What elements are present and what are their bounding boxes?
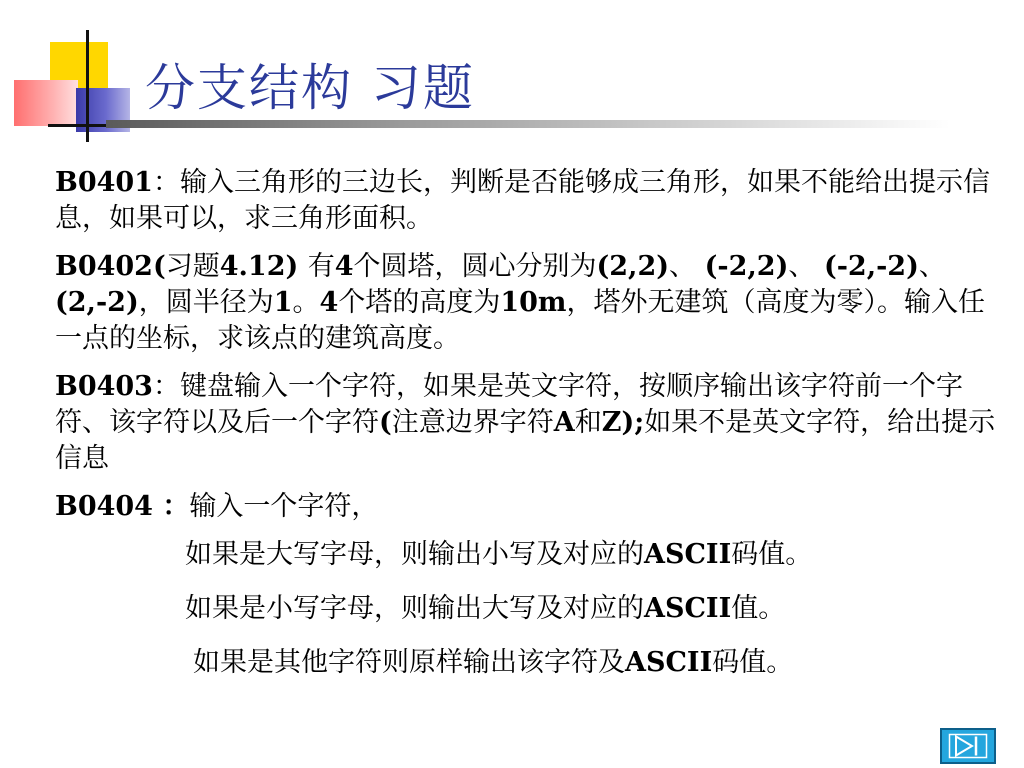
text-segment: 如果不是英文字符，给出提示信息 (55, 407, 996, 474)
subitem-text: 如果是小写字母，则输出大写及对应的 (185, 593, 644, 624)
text-segment: (2,-2) (55, 287, 139, 318)
text-segment: 习题 (165, 251, 220, 282)
exercise-b0403 (55, 369, 1003, 477)
subitem-ascii: ASCII (625, 647, 713, 678)
subitem-other (55, 645, 1003, 681)
exercise-text: 输入一个字符， (189, 491, 379, 522)
exercise-text: 输入三角形的三边长，判断是否能够成三角形，如果不能给出提示信息，如果可以，求三角形面积。 (55, 167, 990, 234)
text-segment: ：键盘输入一个字符，如果是英文字符，按顺序输出该字符前一个字符、该字符以及后一个字符 (55, 371, 963, 438)
exercise-code: B0404 (55, 491, 153, 522)
text-segment: 。 (292, 287, 320, 318)
exercise-b0401 (55, 165, 1003, 237)
subitem-suffix: 值。 (731, 593, 786, 624)
skip-to-end-icon (948, 733, 988, 759)
title-underline (106, 120, 950, 128)
subitem-lowercase (55, 591, 1003, 627)
subitem-text: 如果是其他字符则原样输出该字符及 (193, 647, 625, 678)
text-segment: 4.12) (219, 251, 308, 282)
text-segment: B0402( (55, 251, 166, 282)
logo-red-square (14, 80, 78, 126)
subitem-ascii: ASCII (644, 539, 732, 570)
text-segment: A (553, 407, 575, 438)
text-segment: 、 (669, 251, 705, 282)
text-segment: (-2,-2) (823, 251, 919, 282)
text-segment: 10m (500, 287, 567, 318)
exercise-b0404 (55, 489, 1003, 525)
slide-content (55, 165, 1003, 699)
text-segment: 个圆塔，圆心分别为 (353, 251, 597, 282)
exercise-separator: ： (152, 167, 180, 198)
text-segment: (-2,2) (704, 251, 789, 282)
nav-end-button[interactable] (940, 728, 996, 764)
text-segment: 4 (334, 251, 354, 282)
logo-horizontal-line (48, 124, 108, 127)
text-segment: ，圆半径为 (138, 287, 274, 318)
subitem-text: 如果是大写字母，则输出小写及对应的 (185, 539, 644, 570)
exercise-separator: ： (152, 491, 190, 522)
text-segment: Z); (601, 407, 645, 438)
exercise-b0402 (55, 249, 1003, 357)
text-segment: 有 (307, 251, 335, 282)
text-segment: ，塔外无建筑（高度为零）。输入任一点的坐标，求该点的建筑高度。 (55, 287, 985, 354)
text-segment: (2,2) (596, 251, 670, 282)
text-segment: 、 (788, 251, 824, 282)
text-segment: ( (379, 407, 392, 438)
text-segment: 个塔的高度为 (338, 287, 501, 318)
subitem-suffix: 码值。 (712, 647, 794, 678)
subitem-ascii: ASCII (644, 593, 732, 624)
subitem-suffix: 码值。 (731, 539, 813, 570)
subitem-uppercase (55, 537, 1003, 573)
text-segment: 1 (273, 287, 293, 318)
exercise-code: B0401 (55, 167, 153, 198)
text-segment: B0403 (55, 371, 153, 402)
text-segment: 和 (574, 407, 602, 438)
slide-title: 分支结构 习题 (145, 59, 475, 117)
text-segment: 、 (918, 251, 946, 282)
text-segment: 注意边界字符 (391, 407, 554, 438)
text-segment: 4 (319, 287, 339, 318)
